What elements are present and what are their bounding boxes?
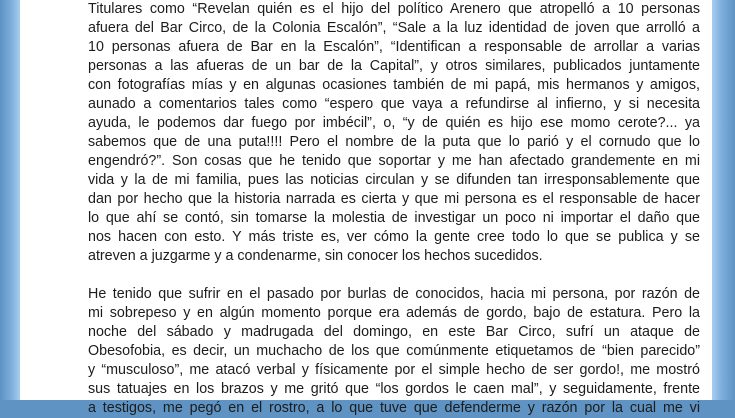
text-line: sus tatuajes en los brazos y me gritó que “los gordos le caen mal”, y seguidamente, frente [88,381,700,397]
left-background-strip [0,0,20,400]
text-line: nos hacen con esto. Y más triste es, ver cómo la gente cree todo lo que se publica y se [88,229,700,245]
text-line: personas a las afueras de un bar de la Capital”, y otros similares, publicados juntamente [88,58,700,74]
text-line: noche del sábado y madrugada del domingo, en este Bar Circo, sufrí un ataque de [88,324,700,340]
text-line: mi sobrepeso y en algún momento porque era además de gordo, bajo de estatura. Pero la [88,305,700,321]
text-line: 10 personas afuera de Bar en la Escalón”, “Identifican a responsable de arrollar a varias [88,39,700,55]
text-line: con fotografías mías y en algunas ocasiones también de mi papá, mis hermanos y amigos, [88,77,700,93]
right-background-strip [712,0,735,400]
text-line: ayuda, le podemos dar fuego por imbécil”, o, “y de quién es hijo ese momo cerote?... ya [88,115,700,131]
text-line: a testigos, me pegó en el rostro, a lo que tuve que defenderme y razón por la cual me vi [88,400,700,416]
text-line: afuera del Bar Circo, de la Colonia Escalón”, “Sale a la luz identidad de joven que arrolló a [88,20,700,36]
paragraph-2 [88,285,700,418]
text-line: engendró?”. Son cosas que he tenido que soportar y me han afectado grandemente en mi [88,153,700,169]
text-line: y “musculoso”, me atacó verbal y físicamente por el simple hecho de ser gordo!, me mostró [88,362,700,378]
text-line: sabemos que de una puta!!!! Pero el nombre de la puta que lo parió y el cornudo que lo [88,134,700,150]
text-line: aunado a comentarios tales como “espero que vaya a refundirse al infierno, y si necesita [88,96,700,112]
statement-text [88,0,700,418]
text-line: Obesofobia, es decir, un muchacho de los que comúnmente etiquetamos de “bien parecido” [88,343,700,359]
text-line: dan por hecho que la historia narrada es cierta y que mi persona es el responsable de hacer [88,191,700,207]
text-line: He tenido que sufrir en el pasado por burlas de conocidos, hacia mi persona, por razón de [88,286,700,302]
text-line: vida y la de mi familia, pues las noticias circulan y se difunden tan irresponsablemente que [88,172,700,188]
document-page [20,0,712,416]
text-line: atreven a juzgarme y a condenarme, sin conocer los hechos sucedidos. [88,248,543,264]
paragraph-1 [88,0,700,266]
text-line: lo que ahí se contó, sin tomarse la molestia de investigar un poco ni importar el daño que [88,210,700,226]
text-line: Titulares como “Revelan quién es el hijo del político Arenero que atropelló a 10 personas [88,1,700,17]
